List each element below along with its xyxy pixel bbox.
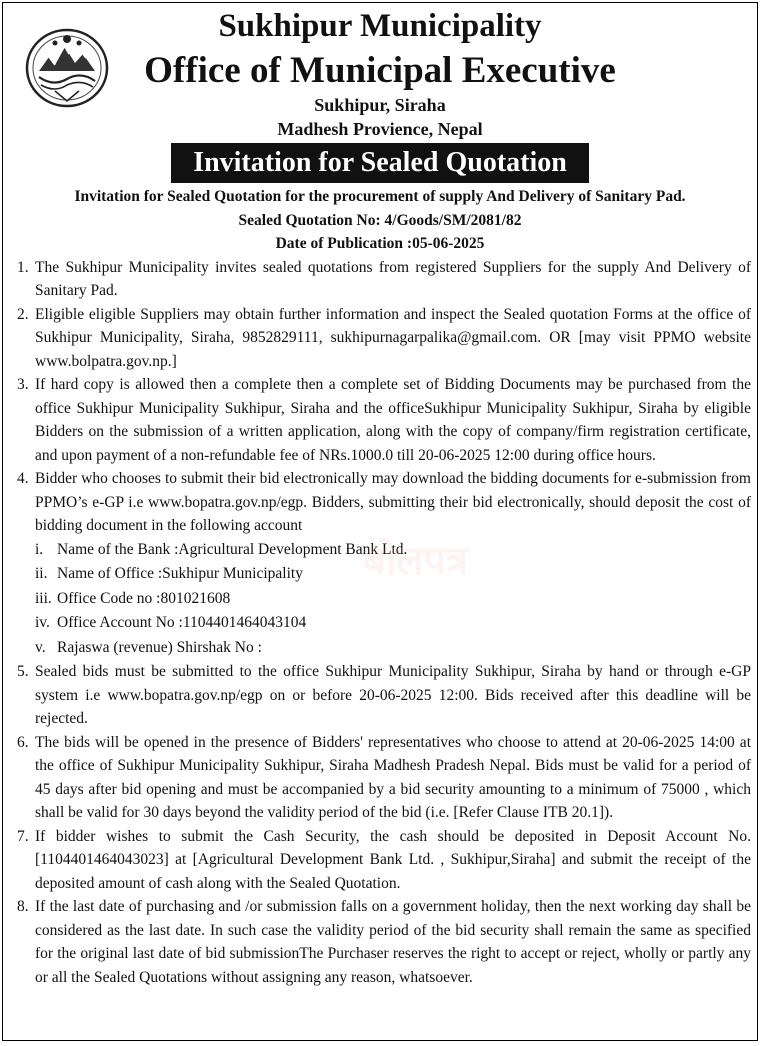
account-item-number: ii. [35, 565, 48, 583]
clause-number: 1. [17, 258, 29, 276]
clause-item [17, 256, 751, 303]
clause-text: If the last date of purchasing and /or submission falls on a government holiday, then the next working day shall be considered as the last date. In such case the validity period of the bid security shall remain the same as specified for the original last date of bid submissionThe Purchaser reserves the right to accept or reject, wholly or partly any or all the Sealed Quotations without assigning any reason, whatsoever. [35, 898, 751, 986]
account-item [35, 562, 751, 587]
address-line-2: Madhesh Provience, Nepal [277, 119, 483, 139]
clause-text: Eligible eligible Suppliers may obtain further information and inspect the Sealed quotation Forms at the office of Sukhipur Municipality, Siraha, 9852829111, sukhipurnagarpalika@gmail.com. OR [may visit PPMO website www.bolpatra.gov.np.] [35, 305, 751, 370]
banner-wrap [3, 143, 757, 185]
notice-page [2, 2, 758, 1041]
account-item-text: Office Account No :1104401464043104 [57, 614, 307, 632]
clause-item [17, 660, 751, 731]
bank-account-list [35, 538, 751, 661]
clause-text: The bids will be opened in the presence of Bidders' representatives who choose to attend at 20-06-2025 14:00 at the office of Sukhipur Municipality Sukhipur, Siraha Madhesh Pradesh Nepal. Bids must be valid for a period of 45 days after bid opening and must be accompanied by a bid security amounting to a minimum of 75000 , which shall be valid for 30 days beyond the validity period of the bid (i.e. [Refer Clause ITB 20.1]). [35, 733, 751, 822]
clause-number: 3. [17, 376, 29, 393]
clause-item [17, 467, 751, 660]
subject-line: Invitation for Sealed Quotation for the procurement of supply And Delivery of Sanitary Pad. [74, 188, 686, 205]
account-item [35, 611, 751, 636]
watermark: बोलपत्र [363, 538, 469, 584]
clause-item [17, 731, 751, 825]
clause-number: 2. [17, 305, 29, 323]
clause-list [3, 256, 757, 990]
invitation-banner: Invitation for Sealed Quotation [171, 143, 589, 183]
municipality-title: Sukhipur Municipality [218, 8, 542, 44]
clause-number: 7. [17, 827, 29, 845]
address-line-1: Sukhipur, Siraha [314, 95, 446, 115]
account-item-text: Rajaswa (revenue) Shirshak No : [57, 638, 262, 656]
office-title: Office of Municipal Executive [144, 50, 616, 91]
clause-number: 8. [17, 898, 29, 916]
account-item-text: Name of the Bank :Agricultural Development Bank Ltd. [57, 540, 408, 558]
clause-text: If bidder wishes to submit the Cash Security, the cash should be deposited in Deposit Account No.[1104401464043023] at [Agricultural Development Bank Ltd. , Sukhipur,Siraha] and submit the receipt of the deposited amount of cash along with the Sealed Quotation. [35, 827, 751, 892]
clause-text: The Sukhipur Municipality invites sealed quotations from registered Suppliers for the supply And Delivery of Sanitary Pad. [35, 258, 751, 299]
account-item-text: Office Code no :801021608 [57, 589, 231, 607]
account-item [35, 636, 751, 661]
clause-item [17, 373, 751, 467]
account-item [35, 538, 751, 563]
account-item [35, 587, 751, 612]
account-item-number: i. [35, 540, 44, 558]
publication-date: Date of Publication :05-06-2025 [275, 235, 485, 252]
clause-text: If hard copy is allowed then a complete then a complete set of Bidding Documents may be purchased from the office Sukhipur Municipality Sukhipur, Siraha and the officeSukhipur Municipality Sukhipur, Siraha by eligible Bidders on the submission of a written application, along with the copy of company/firm registration certificate, and upon payment of a non-refundable fee of NRs.1000.0 till 20-06-2025 12:00 during office hours. [35, 376, 751, 464]
account-item-text: Name of Office :Sukhipur Municipality [57, 565, 303, 583]
quotation-number: Sealed Quotation No: 4/Goods/SM/2081/82 [238, 211, 522, 229]
clause-item [17, 895, 751, 989]
header [3, 3, 757, 143]
clause-number: 6. [17, 733, 29, 751]
clause-text: Sealed bids must be submitted to the office Sukhipur Municipality Sukhipur, Siraha by hand or through e-GP system i.e www.bopatra.gov.np/egp on or before 20-06-2025 12:00. Bids received after this deadline will be rejected. [35, 663, 751, 728]
clause-item [17, 303, 751, 374]
clause-text: Bidder who chooses to submit their bid electronically may download the bidding documents for e-submission from PPMO’s e-GP i.e www.bopatra.gov.np/egp. Bidders, submitting their bid electronically, should deposit the cost of bidding document in the following account [35, 470, 751, 534]
account-item-number: iv. [35, 614, 50, 632]
account-item-number: v. [35, 638, 46, 656]
clause-item [17, 825, 751, 896]
clause-number: 5. [17, 663, 29, 681]
account-item-number: iii. [35, 589, 52, 607]
clause-number: 4. [17, 470, 29, 487]
